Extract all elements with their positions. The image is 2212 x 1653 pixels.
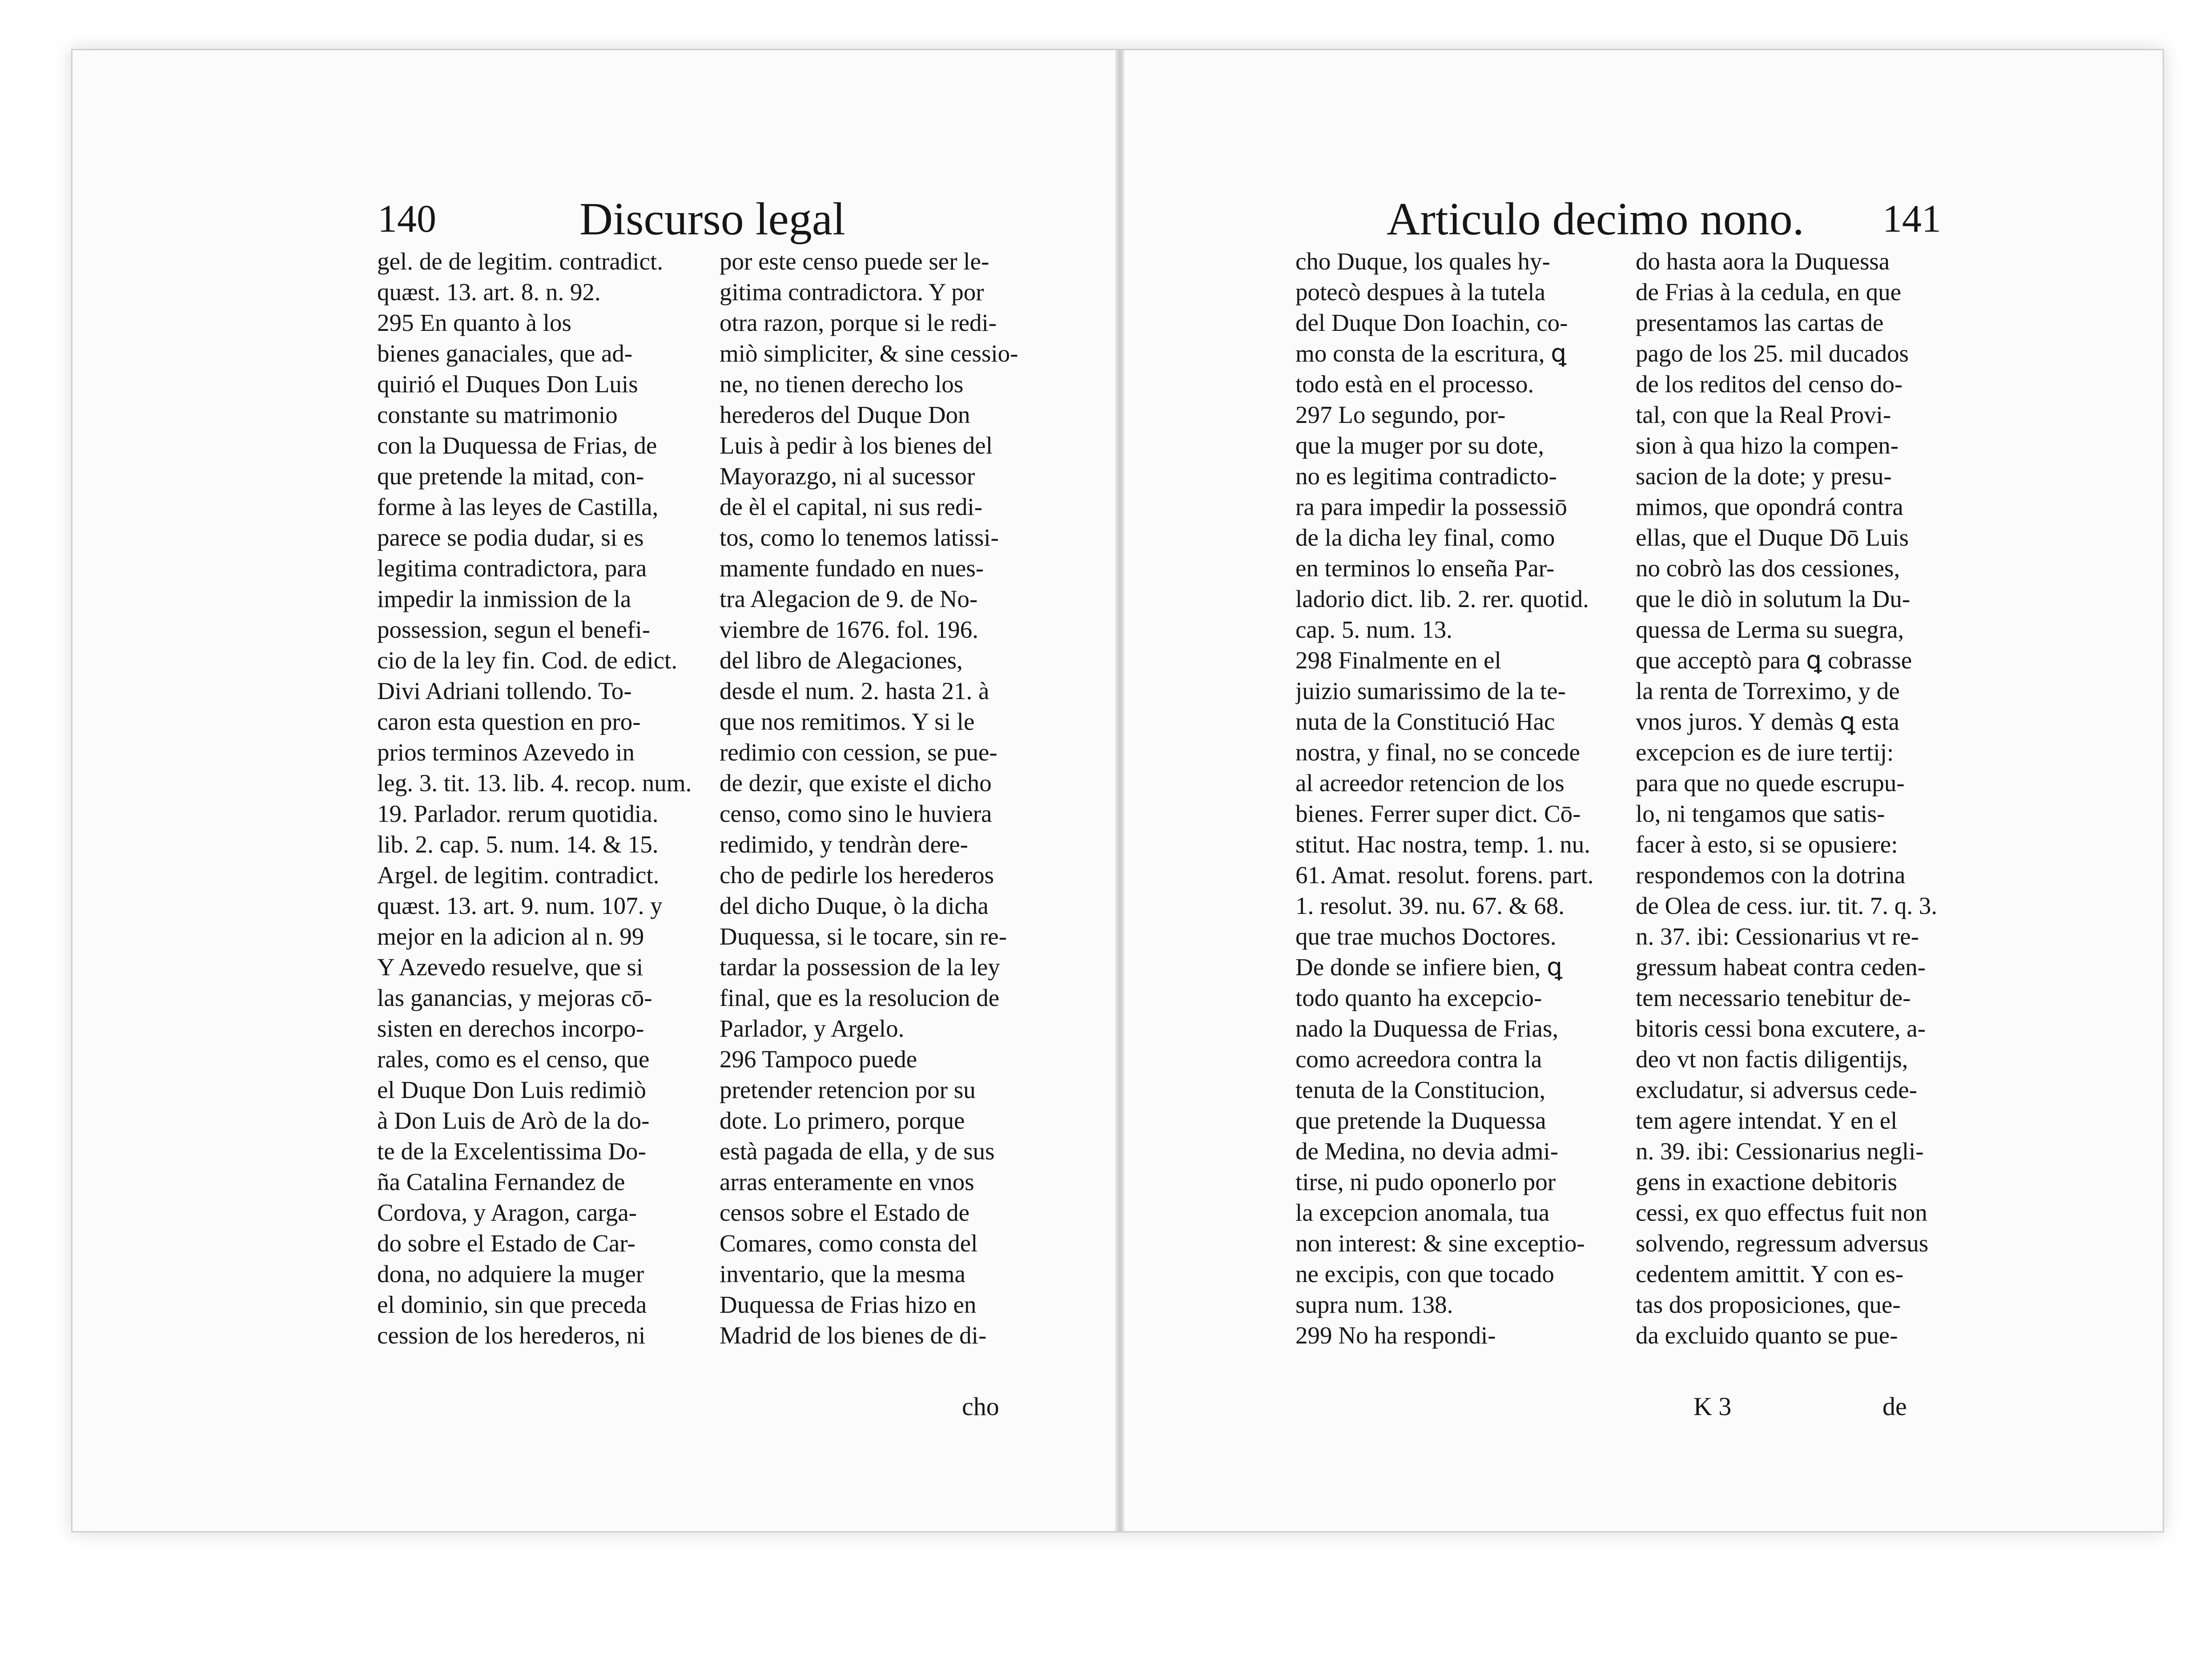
- text-line: do sobre el Estado de Car-: [377, 1230, 635, 1257]
- text-line: del libro de Alegaciones,: [720, 647, 963, 674]
- text-line: respondemos con la dotrina: [1636, 861, 1906, 889]
- open-book: [71, 49, 2164, 1532]
- text-line: de dezir, que existe el dicho: [720, 769, 992, 796]
- text-line: à Don Luis de Arò de la do-: [377, 1107, 650, 1134]
- text-line: redimido, y tendràn dere-: [720, 831, 968, 858]
- text-line: viembre de 1676. fol. 196.: [720, 616, 978, 643]
- text-line: final, que es la resolucion de: [720, 984, 1000, 1011]
- text-line: sisten en derechos incorpo-: [377, 1015, 644, 1042]
- text-line: censo, como sino le huviera: [720, 800, 992, 827]
- text-line: Argel. de legitim. contradict.: [377, 861, 660, 889]
- text-line: nostra, y final, no se concede: [1295, 739, 1580, 766]
- text-line: para que no quede escrupu-: [1636, 769, 1905, 796]
- text-line: nuta de la Constitució Hac: [1295, 708, 1555, 735]
- text-line: caron esta question en pro-: [377, 708, 641, 735]
- text-line: Parlador, y Argelo.: [720, 1015, 905, 1042]
- text-line: tos, como lo tenemos latissi-: [720, 524, 999, 551]
- text-line: quæst. 13. art. 8. n. 92.: [377, 278, 601, 306]
- left-catchword: cho: [962, 1392, 999, 1421]
- text-line: supra num. 138.: [1295, 1291, 1453, 1318]
- text-line: ne, no tienen derecho los: [720, 370, 964, 398]
- text-line: otra razon, porque si le redi-: [720, 309, 997, 336]
- text-line: cessi, ex quo effectus fuit non: [1636, 1199, 1927, 1226]
- text-line: el Duque Don Luis redimiò: [377, 1076, 646, 1103]
- text-line: quirió el Duques Don Luis: [377, 370, 638, 398]
- text-line: tra Alegacion de 9. de No-: [720, 585, 978, 612]
- text-line: la excepcion anomala, tua: [1295, 1199, 1550, 1226]
- text-line: del Duque Don Ioachin, co-: [1295, 309, 1568, 336]
- left-page-number: 140: [378, 197, 436, 241]
- text-line: De donde se infiere bien, ꝗ: [1295, 953, 1562, 981]
- text-line: Y Azevedo resuelve, que si: [377, 953, 643, 981]
- text-line: el dominio, sin que preceda: [377, 1291, 647, 1318]
- text-line: no es legitima contradicto-: [1295, 463, 1557, 490]
- text-line: tirse, ni pudo oponerlo por: [1295, 1168, 1556, 1195]
- text-line: 297 Lo segundo, por-: [1295, 401, 1506, 428]
- text-line: tas dos proposiciones, que-: [1636, 1291, 1901, 1318]
- right-page-number: 141: [1882, 197, 1941, 241]
- text-line: solvendo, regressum adversus: [1636, 1230, 1929, 1257]
- book-gutter: [1115, 50, 1124, 1531]
- text-line: que le diò in solutum la Du-: [1636, 585, 1910, 612]
- text-line: Mayorazgo, ni al sucessor: [720, 463, 975, 490]
- text-line: Duquessa de Frias hizo en: [720, 1291, 977, 1318]
- text-line: al acreedor retencion de los: [1295, 769, 1564, 796]
- text-line: cho Duque, los quales hy-: [1295, 248, 1550, 275]
- text-line: cedentem amittit. Y con es-: [1636, 1260, 1904, 1287]
- text-line: n. 37. ibi: Cessionarius vt re-: [1636, 923, 1919, 950]
- text-line: ra para impedir la possessiō: [1295, 493, 1567, 520]
- text-line: que trae muchos Doctores.: [1295, 923, 1556, 950]
- text-line: legitima contradictora, para: [377, 555, 647, 582]
- text-line: mamente fundado en nues-: [720, 555, 984, 582]
- text-line: possession, segun el benefi-: [377, 616, 651, 643]
- text-line: cap. 5. num. 13.: [1295, 616, 1452, 643]
- text-line: tem agere intendat. Y en el: [1636, 1107, 1898, 1134]
- text-line: con la Duquessa de Frias, de: [377, 432, 657, 459]
- text-line: n. 39. ibi: Cessionarius negli-: [1636, 1138, 1924, 1165]
- text-line: que nos remitimos. Y si le: [720, 708, 975, 735]
- text-line: 61. Amat. resolut. forens. part.: [1295, 861, 1594, 889]
- text-line: te de la Excelentissima Do-: [377, 1138, 646, 1165]
- text-line: impedir la inmission de la: [377, 585, 631, 612]
- text-line: del dicho Duque, ò la dicha: [720, 892, 989, 919]
- text-line: inventario, que la mesma: [720, 1260, 965, 1287]
- text-line: de la dicha ley final, como: [1295, 524, 1555, 551]
- text-line: mo consta de la escritura, ꝗ: [1295, 340, 1567, 367]
- text-line: todo quanto ha excepcio-: [1295, 984, 1542, 1011]
- text-line: quæst. 13. art. 9. num. 107. y: [377, 892, 663, 919]
- text-line: cession de los herederos, ni: [377, 1322, 646, 1349]
- right-running-title: Articulo decimo nono.: [1387, 193, 1804, 245]
- right-catchword: de: [1882, 1392, 1907, 1421]
- text-line: pretender retencion por su: [720, 1076, 976, 1103]
- text-line: bienes ganaciales, que ad-: [377, 340, 633, 367]
- text-line: excepcion es de iure tertij:: [1636, 739, 1894, 766]
- text-line: bienes. Ferrer super dict. Cō-: [1295, 800, 1581, 827]
- text-line: lib. 2. cap. 5. num. 14. & 15.: [377, 831, 659, 858]
- text-line: lo, ni tengamos que satis-: [1636, 800, 1885, 827]
- text-line: ña Catalina Fernandez de: [377, 1168, 625, 1195]
- text-line: excludatur, si adversus cede-: [1636, 1076, 1918, 1103]
- text-line: sacion de la dote; y presu-: [1636, 463, 1892, 490]
- text-line: herederos del Duque Don: [720, 401, 970, 428]
- text-line: censos sobre el Estado de: [720, 1199, 970, 1226]
- text-line: dote. Lo primero, porque: [720, 1107, 965, 1134]
- text-line: vnos juros. Y demàs ꝗ esta: [1636, 708, 1899, 735]
- text-line: todo està en el processo.: [1295, 370, 1534, 398]
- text-line: tem necessario tenebitur de-: [1636, 984, 1911, 1011]
- text-line: Comares, como consta del: [720, 1230, 978, 1257]
- text-line: deo vt non factis diligentijs,: [1636, 1046, 1908, 1073]
- text-line: mejor en la adicion al n. 99: [377, 923, 644, 950]
- text-line: non interest: & sine exceptio-: [1295, 1230, 1585, 1257]
- text-line: gens in exactione debitoris: [1636, 1168, 1898, 1195]
- left-page: [72, 50, 1113, 1531]
- text-line: Duquessa, si le tocare, sin re-: [720, 923, 1007, 950]
- text-line: de Olea de cess. iur. tit. 7. q. 3.: [1636, 892, 1938, 919]
- text-line: en terminos lo enseña Par-: [1295, 555, 1555, 582]
- text-line: dona, no adquiere la muger: [377, 1260, 644, 1287]
- text-line: Luis à pedir à los bienes del: [720, 432, 993, 459]
- text-line: està pagada de ella, y de sus: [720, 1138, 995, 1165]
- text-line: facer à esto, si se opusiere:: [1636, 831, 1898, 858]
- text-line: pago de los 25. mil ducados: [1636, 340, 1909, 367]
- left-running-title: Discurso legal: [579, 193, 845, 245]
- text-line: do hasta aora la Duquessa: [1636, 248, 1890, 275]
- text-line: Cordova, y Aragon, carga-: [377, 1199, 637, 1226]
- text-line: que la muger por su dote,: [1295, 432, 1544, 459]
- text-line: rales, como es el censo, que: [377, 1046, 650, 1073]
- text-line: juizio sumarissimo de la te-: [1295, 677, 1566, 704]
- signature-mark: K 3: [1693, 1392, 1732, 1421]
- text-line: tardar la possession de la ley: [720, 953, 1000, 981]
- text-line: da excluido quanto se pue-: [1636, 1322, 1898, 1349]
- text-line: presentamos las cartas de: [1636, 309, 1884, 336]
- text-line: 299 No ha respondi-: [1295, 1322, 1496, 1349]
- text-line: tenuta de la Constitucion,: [1295, 1076, 1546, 1103]
- text-line: quessa de Lerma su suegra,: [1636, 616, 1904, 643]
- text-line: de Medina, no devia admi-: [1295, 1138, 1559, 1165]
- text-line: no cobrò las dos cessiones,: [1636, 555, 1900, 582]
- text-line: prios terminos Azevedo in: [377, 739, 635, 766]
- right-column-2: [1636, 246, 1965, 1351]
- text-line: arras enteramente en vnos: [720, 1168, 974, 1195]
- text-line: 298 Finalmente en el: [1295, 647, 1501, 674]
- text-line: Madrid de los bienes de di-: [720, 1322, 987, 1349]
- text-line: 296 Tampoco puede: [720, 1046, 917, 1073]
- text-line: que pretende la mitad, con-: [377, 463, 644, 490]
- text-line: mimos, que opondrá contra: [1636, 493, 1903, 520]
- text-line: Divi Adriani tollendo. To-: [377, 677, 632, 704]
- left-column-2: [720, 246, 1049, 1351]
- text-line: sion à qua hizo la compen-: [1636, 432, 1899, 459]
- text-line: gitima contradictora. Y por: [720, 278, 984, 306]
- text-line: por este censo puede ser le-: [720, 248, 989, 275]
- text-line: tal, con que la Real Provi-: [1636, 401, 1891, 428]
- text-line: forme à las leyes de Castilla,: [377, 493, 659, 520]
- text-line: 295 En quanto à los: [377, 309, 571, 336]
- text-line: gressum habeat contra ceden-: [1636, 953, 1926, 981]
- text-line: de èl el capital, ni sus redi-: [720, 493, 983, 520]
- text-line: stitut. Hac nostra, temp. 1. nu.: [1295, 831, 1590, 858]
- text-line: cho de pedirle los herederos: [720, 861, 994, 889]
- text-line: miò simpliciter, & sine cessio-: [720, 340, 1018, 367]
- text-line: 1. resolut. 39. nu. 67. & 68.: [1295, 892, 1564, 919]
- text-line: leg. 3. tit. 13. lib. 4. recop. num.: [377, 769, 692, 796]
- text-line: nado la Duquessa de Frias,: [1295, 1015, 1559, 1042]
- text-line: bitoris cessi bona excutere, a-: [1636, 1015, 1926, 1042]
- text-line: ladorio dict. lib. 2. rer. quotid.: [1295, 585, 1589, 612]
- text-line: desde el num. 2. hasta 21. à: [720, 677, 989, 704]
- right-column-1: [1295, 246, 1625, 1351]
- text-line: de los reditos del censo do-: [1636, 370, 1903, 398]
- text-line: potecò despues à la tutela: [1295, 278, 1546, 306]
- text-line: las ganancias, y mejoras cō-: [377, 984, 652, 1011]
- text-line: como acreedora contra la: [1295, 1046, 1542, 1073]
- text-line: cio de la ley fin. Cod. de edict.: [377, 647, 678, 674]
- text-line: gel. de de legitim. contradict.: [377, 248, 663, 275]
- text-line: ne excipis, con que tocado: [1295, 1260, 1554, 1287]
- text-line: la renta de Torreximo, y de: [1636, 677, 1900, 704]
- text-line: ellas, que el Duque Dō Luis: [1636, 524, 1909, 551]
- text-line: parece se podia dudar, si es: [377, 524, 644, 551]
- left-column-1: [377, 246, 706, 1351]
- text-line: que pretende la Duquessa: [1295, 1107, 1546, 1134]
- text-line: constante su matrimonio: [377, 401, 618, 428]
- text-line: que acceptò para ꝗ cobrasse: [1636, 647, 1912, 674]
- text-line: redimio con cession, se pue-: [720, 739, 997, 766]
- text-line: de Frias à la cedula, en que: [1636, 278, 1902, 306]
- right-page: [1126, 50, 2163, 1531]
- text-line: 19. Parlador. rerum quotidia.: [377, 800, 659, 827]
